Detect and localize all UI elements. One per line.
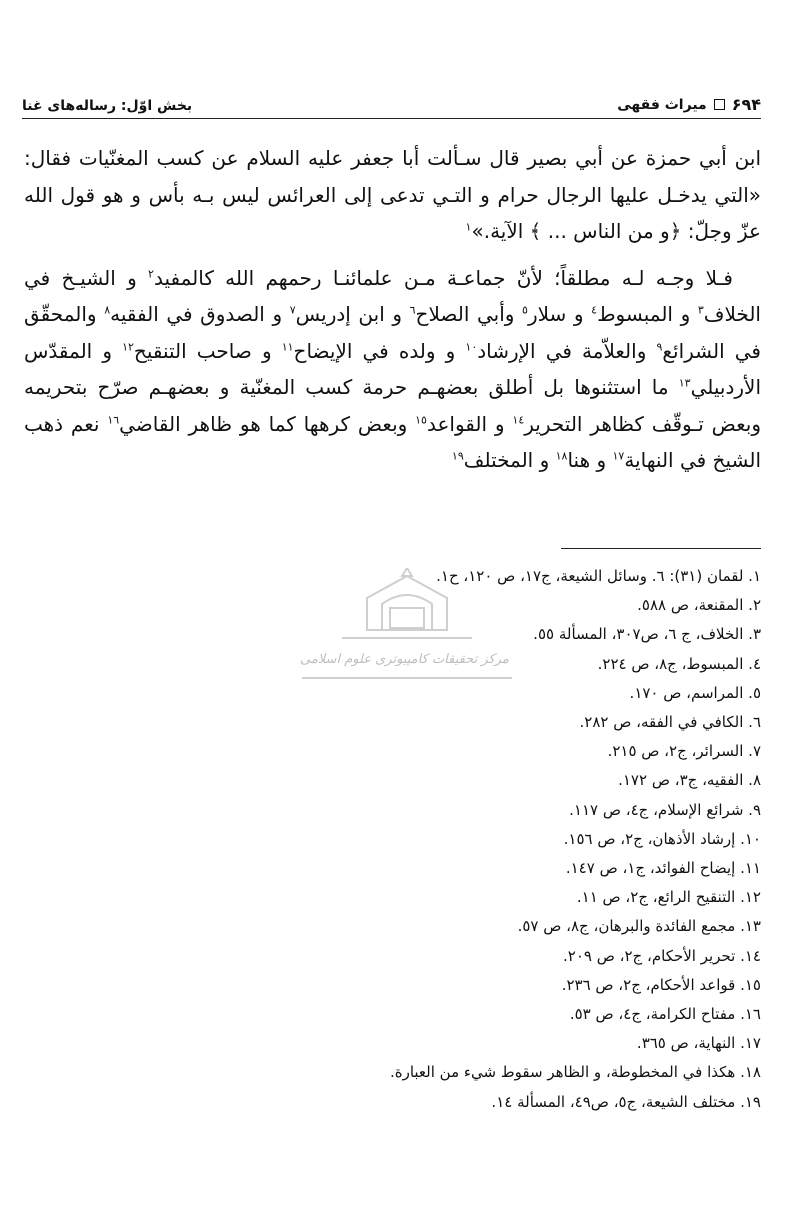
footnote-item: ٢. المقنعة، ص ٥٨٨. — [637, 596, 761, 615]
paragraph-2 — [24, 260, 761, 479]
paragraph-2-segment: و القواعد — [426, 411, 513, 436]
footnote-item: ١. لقمان (٣١): ٦. وسائل الشيعة، ج١٧، ص ١٢٠، ح١. — [436, 567, 761, 585]
paragraph-2-segment: والمحقّق في الشرائع — [24, 302, 761, 363]
paragraph-1 — [24, 140, 761, 250]
footnote-ref: ١٧ — [612, 449, 625, 463]
paragraph-2-segment: و ابن إدريس — [295, 302, 410, 326]
paragraph-2-segment: و المبسوط — [597, 302, 698, 326]
main-text — [24, 140, 761, 479]
running-title-left: بخش اوّل: رساله‌های غنا — [22, 98, 193, 114]
footnote-item: ١٣. مجمع الفائدة والبرهان، ج٨، ص ٥٧. — [517, 917, 761, 936]
paragraph-2-segment: و الشيـخ في الخلاف — [24, 265, 761, 326]
footnote-ref: ١١ — [281, 339, 294, 353]
footnote-item: ٩. شرائع الإسلام، ج٤، ص ١١٧. — [569, 800, 761, 819]
paragraph-2-segment: و هنا — [567, 448, 613, 472]
square-ornament-icon — [714, 99, 725, 110]
paragraph-2-segment: وبعض كرهها كما هو ظاهر القاضي — [119, 411, 416, 436]
footnote-ref: ١٩ — [451, 449, 464, 463]
footnotes — [24, 562, 761, 1117]
footnote-ref: ١٥ — [415, 412, 427, 426]
paragraph-2-segment: و المقدّس الأردبيلي — [24, 338, 761, 399]
footnote-ref: ١٦ — [107, 412, 120, 426]
footnote-item: ١٠. إرشاد الأذهان، ج٢، ص ١٥٦. — [563, 829, 761, 848]
footnote-item: ٧. السرائر، ج٢، ص ٢١٥. — [607, 742, 761, 761]
header-right — [617, 95, 761, 114]
footnote-item: ٨. الفقيه، ج٣، ص ١٧٢. — [618, 771, 761, 790]
paragraph-2-segment: نعم ذهب الشيخ في النهاية — [24, 411, 761, 472]
footnote-item: ١٢. التنقيح الرائع، ج٢، ص ١١. — [576, 888, 761, 907]
footnote-ref: ٦ — [409, 303, 416, 317]
footnote-item: ١٥. قواعد الأحكام، ج٢، ص ٢٣٦. — [561, 975, 761, 994]
footnote-divider — [561, 548, 761, 549]
running-title-right: میراث فقهی — [617, 96, 707, 113]
footnote-ref: ١٢ — [122, 339, 134, 353]
footnote-ref: ٨ — [104, 303, 111, 317]
footnote-item: ١٤. تحرير الأحكام، ج٢، ص ٢٠٩. — [563, 946, 761, 965]
footnote-item: ١٨. هكذا في المخطوطة، و الظاهر سقوط شيء من العبارة. — [389, 1063, 761, 1082]
paragraph-2-segment: فـلا وجـه لـه مطلقاً؛ لأنّ جماعـة مـن علمائنـا رحمهم الله كالمفيد — [153, 265, 733, 290]
paragraph-2-segment: ما استثنوها بل أطلق بعضهـم حرمة كسب المغنّية و بعضهـم صرّح بتحريمه وبعض تـوقّف كظاهر التحرير — [24, 375, 761, 436]
paragraph-2-segment: و سلار — [527, 302, 592, 326]
footnote-item: ٣. الخلاف، ج ٦، ص٣٠٧، المسألة ٥٥. — [533, 625, 761, 644]
footnote-ref: ٥ — [522, 303, 528, 317]
footnote-item: ٤. المبسوط، ج٨، ص ٢٢٤. — [597, 654, 761, 673]
footnote-item: ١١. إيضاح الفوائد، ج١، ص ١٤٧. — [565, 859, 761, 878]
paragraph-2-segment: و المختلف — [463, 448, 556, 472]
footnote-ref: ١٣ — [678, 376, 691, 390]
page-number: ۶۹۴ — [731, 95, 761, 114]
footnote-item: ١٧. النهاية، ص ٣٦٥. — [636, 1034, 761, 1053]
footnote-item: ١٦. مفتاح الكرامة، ج٤، ص ٥٣. — [569, 1005, 761, 1024]
paragraph-1-text: ابن أبي حمزة عن أبي بصير قال سـألت أبا جعفر عليه السلام عن كسب المغنّيات فقال: «التي يدخـل عليها الرجال حرام و التـي تدعى إلى العرائس ليس بـه بأس و هو قول الله عزّ وجلّ: ﴿و من الناس ... ﴾ الآية.» — [24, 146, 761, 243]
footnote-item: ٦. الكافي في الفقه، ص ٢٨٢. — [579, 713, 761, 732]
footnote-ref: ٤ — [591, 303, 598, 317]
footnote-item: ٥. المراسم، ص ١٧٠. — [629, 683, 761, 702]
footnote-ref: ١٨ — [555, 449, 568, 463]
header-divider — [22, 118, 761, 119]
footnote-ref: ٣ — [697, 303, 704, 317]
watermark-caption: مرکز تحقیقات کامپیوتری علوم اسلامی — [300, 652, 509, 667]
paragraph-2-segment: و ولده في الإيضاح — [293, 338, 466, 363]
paragraph-2-segment: والعلاّمة في الإرشاد — [477, 338, 657, 363]
footnote-ref: ٩ — [656, 339, 663, 353]
page-header — [22, 86, 761, 114]
footnote-ref: ١٠ — [465, 339, 478, 353]
paragraph-2-segment: وأبي الصلاح — [415, 302, 523, 326]
footnote-ref: ٢ — [148, 266, 154, 280]
footnote-ref: ١ — [465, 220, 472, 234]
footnote-ref: ٧ — [289, 303, 296, 317]
paragraph-2-segment: و صاحب التنقيح — [133, 338, 282, 363]
footnote-ref: ١٤ — [512, 412, 525, 426]
paragraph-2-segment: و الصدوق في الفقيه — [110, 302, 290, 326]
footnote-item: ١٩. مختلف الشيعة، ج٥، ص٤٩، المسألة ١٤. — [491, 1092, 761, 1111]
